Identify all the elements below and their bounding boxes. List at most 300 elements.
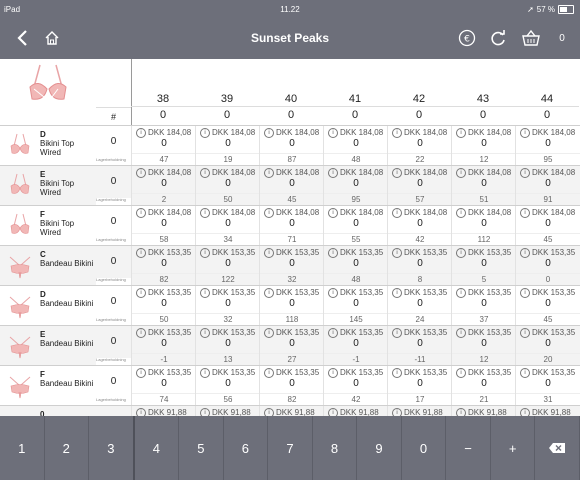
quantity-value[interactable]: 0 [289, 338, 295, 349]
order-cell[interactable] [451, 326, 516, 366]
order-cell[interactable] [515, 206, 580, 246]
battery-icon [558, 5, 574, 14]
price [388, 368, 452, 378]
quantity-value[interactable]: 0 [417, 338, 423, 349]
info-icon[interactable]: i [200, 128, 210, 138]
order-cell[interactable] [323, 326, 388, 366]
cup-size: E [40, 330, 46, 339]
digit-key-9[interactable]: 9 [357, 416, 402, 480]
product-thumbnail [6, 211, 34, 241]
quantity-value[interactable]: 0 [353, 298, 359, 309]
info-icon[interactable]: i [264, 168, 274, 178]
size-label: 38 [156, 93, 170, 105]
order-cell[interactable] [451, 246, 516, 286]
order-cell[interactable] [259, 166, 324, 206]
digit-key-8[interactable]: 8 [313, 416, 358, 480]
quantity-value[interactable]: 0 [225, 218, 231, 229]
price-value: DKK 184,08 [276, 168, 320, 178]
cup-size: E [40, 170, 46, 179]
info-icon[interactable]: i [520, 328, 530, 338]
quantity-value[interactable]: 0 [481, 218, 487, 229]
info-icon[interactable]: i [264, 288, 274, 298]
info-icon[interactable]: i [520, 248, 530, 258]
info-icon[interactable]: i [136, 168, 146, 178]
price-value: DKK 184,08 [468, 128, 512, 138]
info-icon[interactable]: i [520, 408, 530, 416]
info-icon[interactable]: i [520, 168, 530, 178]
price-value: DKK 184,08 [532, 208, 576, 218]
order-cell[interactable] [131, 246, 196, 286]
info-icon[interactable]: i [328, 408, 338, 416]
info-icon[interactable]: i [328, 208, 338, 218]
info-icon[interactable]: i [392, 328, 402, 338]
product-info [40, 330, 93, 348]
home-icon [44, 30, 60, 46]
price [196, 208, 260, 218]
quantity-value[interactable]: 0 [225, 378, 231, 389]
stock-value: 58 [132, 233, 196, 244]
order-cell[interactable] [451, 286, 516, 326]
info-icon[interactable]: i [392, 248, 402, 258]
order-cell[interactable] [515, 286, 580, 326]
info-icon[interactable]: i [136, 328, 146, 338]
info-icon[interactable]: i [200, 208, 210, 218]
price [324, 328, 388, 338]
price-value: DKK 153,35 [532, 288, 576, 298]
price-value: DKK 184,08 [404, 128, 448, 138]
quantity-value[interactable]: 0 [289, 138, 295, 149]
info-icon[interactable]: i [264, 208, 274, 218]
digit-key-7[interactable]: 7 [268, 416, 313, 480]
table-row [0, 285, 580, 326]
order-cell[interactable] [323, 286, 388, 326]
quantity-value[interactable]: 0 [289, 378, 295, 389]
quantity-value[interactable]: 0 [161, 218, 167, 229]
stock-label: Lagerbeholdning [96, 317, 126, 322]
quantity-value[interactable]: 0 [161, 338, 167, 349]
product-cell[interactable] [0, 406, 96, 416]
price-value: DKK 153,35 [404, 288, 448, 298]
product-cell[interactable] [0, 246, 96, 286]
stock-value: 12 [452, 153, 516, 164]
row-quantity-total [96, 406, 131, 416]
digit-key-2[interactable]: 2 [45, 416, 90, 480]
digit-key-3[interactable]: 3 [89, 416, 135, 480]
order-cell[interactable] [387, 246, 452, 286]
stock-value: 45 [516, 313, 580, 324]
price [132, 288, 196, 298]
order-cell[interactable] [259, 326, 324, 366]
info-icon[interactable]: i [136, 208, 146, 218]
order-grid [0, 59, 580, 416]
order-cell[interactable] [323, 206, 388, 246]
quantity-value[interactable]: 0 [161, 378, 167, 389]
quantity-value[interactable]: 0 [545, 378, 551, 389]
price [324, 168, 388, 178]
row-quantity-total: 0 [96, 166, 131, 198]
product-thumbnail [6, 331, 34, 361]
size-label: 42 [412, 93, 426, 105]
product-thumbnail [6, 291, 34, 321]
price-value: DKK 153,35 [340, 368, 384, 378]
order-cell[interactable] [387, 366, 452, 406]
quantity-value[interactable]: 0 [225, 178, 231, 189]
table-row [0, 125, 580, 166]
quantity-value[interactable]: 0 [161, 178, 167, 189]
quantity-value[interactable]: 0 [481, 378, 487, 389]
price-value: DKK 184,08 [340, 128, 384, 138]
info-icon[interactable]: i [328, 248, 338, 258]
product-thumbnail [6, 251, 34, 281]
quantity-value[interactable]: 0 [417, 298, 423, 309]
price [324, 208, 388, 218]
info-icon[interactable]: i [264, 328, 274, 338]
quantity-value[interactable]: 0 [481, 298, 487, 309]
quantity-value[interactable]: 0 [417, 178, 423, 189]
digit-key-4[interactable]: 4 [135, 416, 180, 480]
size-total: 0 [451, 106, 515, 123]
price [196, 408, 260, 416]
info-icon[interactable]: i [456, 128, 466, 138]
order-cell[interactable] [323, 366, 388, 406]
info-icon[interactable]: i [456, 368, 466, 378]
price-value: DKK 153,35 [404, 248, 448, 258]
stock-value: 57 [388, 193, 452, 204]
info-icon[interactable]: i [392, 408, 402, 416]
price-value: DKK 153,35 [532, 248, 576, 258]
price [196, 168, 260, 178]
order-cell[interactable] [387, 286, 452, 326]
quantity-value[interactable]: 0 [417, 138, 423, 149]
stock-value: 51 [452, 193, 516, 204]
info-icon[interactable]: i [392, 168, 402, 178]
info-icon[interactable]: i [264, 248, 274, 258]
order-cell[interactable] [387, 406, 452, 416]
quantity-value[interactable]: 0 [225, 298, 231, 309]
price-value: DKK 153,35 [532, 328, 576, 338]
order-cell[interactable] [451, 206, 516, 246]
info-icon[interactable]: i [200, 248, 210, 258]
size-total: 0 [195, 106, 259, 123]
info-icon[interactable]: i [456, 168, 466, 178]
quantity-value[interactable]: 0 [289, 218, 295, 229]
price-value: DKK 153,35 [276, 328, 320, 338]
price-value: DKK 153,35 [468, 248, 512, 258]
info-icon[interactable]: i [456, 288, 466, 298]
order-cell[interactable] [387, 166, 452, 206]
price-value: DKK 153,35 [148, 328, 192, 338]
refresh-button[interactable] [486, 26, 510, 50]
quantity-value[interactable]: 0 [417, 218, 423, 229]
backspace-key[interactable] [535, 416, 580, 480]
price [452, 328, 516, 338]
stock-value: 12 [452, 353, 516, 364]
info-icon[interactable]: i [520, 128, 530, 138]
order-cell[interactable] [195, 286, 260, 326]
info-icon[interactable]: i [456, 208, 466, 218]
stock-value: 20 [516, 353, 580, 364]
quantity-value[interactable]: 0 [353, 178, 359, 189]
price [260, 368, 324, 378]
order-cell[interactable] [195, 206, 260, 246]
order-cell[interactable] [259, 286, 324, 326]
quantity-column-header: # [96, 107, 131, 126]
info-icon[interactable]: i [520, 368, 530, 378]
price [516, 208, 580, 218]
info-icon[interactable]: i [200, 168, 210, 178]
info-icon[interactable]: i [520, 288, 530, 298]
price [452, 288, 516, 298]
price-value: DKK 184,08 [148, 128, 192, 138]
price-value: DKK 153,35 [404, 328, 448, 338]
order-cell[interactable] [195, 366, 260, 406]
info-icon[interactable]: i [456, 248, 466, 258]
product-info [40, 370, 93, 388]
info-icon[interactable]: i [264, 128, 274, 138]
price-value: DKK 91,88 [404, 408, 443, 416]
info-icon[interactable]: i [456, 328, 466, 338]
currency-button[interactable] [455, 26, 479, 50]
table-row [0, 205, 580, 246]
order-cell[interactable] [259, 126, 324, 166]
price-value: DKK 184,08 [468, 168, 512, 178]
order-cell[interactable] [387, 326, 452, 366]
product-name: Bikini Top Wired [40, 179, 75, 197]
status-bar [0, 0, 580, 18]
order-cell[interactable] [259, 366, 324, 406]
price [388, 168, 452, 178]
quantity-value[interactable]: 0 [545, 298, 551, 309]
price-value: DKK 153,35 [532, 368, 576, 378]
info-icon[interactable]: i [136, 408, 146, 416]
stock-value: 87 [260, 153, 324, 164]
quantity-value[interactable]: 0 [161, 258, 167, 269]
stock-value: 91 [516, 193, 580, 204]
price [196, 368, 260, 378]
info-icon[interactable]: i [328, 168, 338, 178]
size-column-header [387, 59, 451, 125]
quantity-value[interactable]: 0 [481, 138, 487, 149]
quantity-value[interactable]: 0 [353, 378, 359, 389]
order-cell[interactable] [195, 406, 260, 416]
quantity-value[interactable]: 0 [289, 258, 295, 269]
quantity-value[interactable]: 0 [225, 258, 231, 269]
stock-value: 19 [196, 153, 260, 164]
minus-key[interactable]: − [446, 416, 491, 480]
order-cell[interactable] [323, 246, 388, 286]
price-value: DKK 184,08 [212, 128, 256, 138]
order-cell[interactable] [259, 406, 324, 416]
order-cell[interactable] [323, 406, 388, 416]
cup-size: F [40, 370, 45, 379]
order-cell[interactable] [195, 326, 260, 366]
row-quantity-total: 0 [110, 216, 117, 227]
svg-text:€: € [464, 34, 470, 45]
product-cell[interactable] [0, 166, 96, 206]
info-icon[interactable]: i [520, 208, 530, 218]
quantity-value[interactable]: 0 [353, 258, 359, 269]
price [196, 328, 260, 338]
price [516, 368, 580, 378]
order-cell[interactable] [451, 126, 516, 166]
size-column-header [451, 59, 515, 125]
price [132, 368, 196, 378]
stock-label: Lagerbeholdning [96, 357, 126, 362]
price-value: DKK 153,35 [276, 368, 320, 378]
order-cell[interactable] [323, 166, 388, 206]
stock-value: 47 [132, 153, 196, 164]
price-value: DKK 153,35 [468, 328, 512, 338]
order-cell[interactable] [515, 326, 580, 366]
cup-size: D [40, 290, 46, 299]
digit-key-1[interactable]: 1 [0, 416, 45, 480]
info-icon[interactable]: i [328, 368, 338, 378]
product-cell[interactable] [0, 286, 96, 326]
info-icon[interactable]: i [136, 128, 146, 138]
order-cell[interactable] [131, 366, 196, 406]
order-cell[interactable] [195, 246, 260, 286]
product-cell[interactable] [0, 366, 96, 406]
stock-value: 5 [452, 273, 516, 284]
order-cell[interactable] [195, 166, 260, 206]
price-value: DKK 153,35 [276, 288, 320, 298]
quantity-value[interactable]: 0 [353, 138, 359, 149]
quantity-value[interactable]: 0 [353, 218, 359, 229]
order-cell[interactable] [515, 246, 580, 286]
order-cell[interactable] [131, 406, 196, 416]
info-icon[interactable]: i [328, 288, 338, 298]
status-right [527, 5, 574, 14]
quantity-value[interactable]: 0 [481, 258, 487, 269]
order-cell[interactable] [131, 286, 196, 326]
price [516, 288, 580, 298]
order-cell[interactable] [515, 126, 580, 166]
price [452, 408, 516, 416]
digit-key-5[interactable]: 5 [179, 416, 224, 480]
stock-value: 32 [260, 273, 324, 284]
price [132, 408, 196, 416]
order-cell[interactable] [131, 126, 196, 166]
euro-icon [458, 29, 476, 47]
back-button[interactable] [12, 26, 32, 50]
quantity-value[interactable]: 0 [545, 138, 551, 149]
basket-button[interactable] [518, 26, 544, 50]
price-value: DKK 184,08 [148, 168, 192, 178]
home-button[interactable] [40, 26, 64, 50]
size-total: 0 [131, 106, 195, 123]
product-name: Bandeau Bikini [40, 259, 94, 268]
order-cell[interactable] [131, 326, 196, 366]
product-cell[interactable] [0, 326, 96, 366]
order-cell[interactable] [387, 206, 452, 246]
size-column-header [131, 59, 195, 125]
price [132, 248, 196, 258]
price-value: DKK 153,35 [340, 328, 384, 338]
quantity-value[interactable]: 0 [161, 298, 167, 309]
order-cell[interactable] [515, 406, 580, 416]
product-cell[interactable] [0, 206, 96, 246]
info-icon[interactable]: i [328, 128, 338, 138]
order-cell[interactable] [387, 126, 452, 166]
order-cell[interactable] [451, 406, 516, 416]
product-info [40, 170, 96, 197]
quantity-value[interactable]: 0 [481, 338, 487, 349]
price [452, 368, 516, 378]
plus-key[interactable]: + [491, 416, 536, 480]
quantity-value[interactable]: 0 [225, 138, 231, 149]
order-cell[interactable] [515, 166, 580, 206]
numeric-keypad [0, 416, 580, 480]
info-icon[interactable]: i [200, 328, 210, 338]
info-icon[interactable]: i [200, 288, 210, 298]
info-icon[interactable]: i [392, 368, 402, 378]
quantity-value[interactable]: 0 [353, 338, 359, 349]
digit-key-6[interactable]: 6 [224, 416, 269, 480]
info-icon[interactable]: i [392, 208, 402, 218]
quantity-value[interactable]: 0 [417, 378, 423, 389]
price-value: DKK 153,35 [340, 288, 384, 298]
quantity-value[interactable]: 0 [545, 218, 551, 229]
price-value: DKK 184,08 [468, 208, 512, 218]
quantity-value[interactable]: 0 [289, 298, 295, 309]
price-value: DKK 153,35 [212, 328, 256, 338]
info-icon[interactable]: i [264, 368, 274, 378]
info-icon[interactable]: i [136, 288, 146, 298]
order-cell[interactable] [259, 206, 324, 246]
stock-value: 2 [132, 193, 196, 204]
order-cell[interactable] [131, 206, 196, 246]
stock-value: 55 [324, 233, 388, 244]
price-value: DKK 153,35 [340, 248, 384, 258]
quantity-value[interactable]: 0 [545, 258, 551, 269]
order-cell[interactable] [451, 366, 516, 406]
info-icon[interactable]: i [136, 248, 146, 258]
info-icon[interactable]: i [392, 288, 402, 298]
quantity-value[interactable]: 0 [225, 338, 231, 349]
info-icon[interactable]: i [200, 368, 210, 378]
price [196, 128, 260, 138]
quantity-value[interactable]: 0 [161, 138, 167, 149]
info-icon[interactable]: i [264, 408, 274, 416]
price [452, 208, 516, 218]
digit-key-0[interactable]: 0 [402, 416, 447, 480]
info-icon[interactable]: i [456, 408, 466, 416]
order-cell[interactable] [259, 246, 324, 286]
info-icon[interactable]: i [136, 368, 146, 378]
table-row [0, 405, 580, 416]
order-cell[interactable] [451, 166, 516, 206]
price-value: DKK 153,35 [404, 368, 448, 378]
order-cell[interactable] [131, 166, 196, 206]
order-cell[interactable] [195, 126, 260, 166]
info-icon[interactable]: i [392, 128, 402, 138]
info-icon[interactable]: i [200, 408, 210, 416]
stock-label: Lagerbeholdning [96, 397, 126, 402]
stock-value: 32 [196, 313, 260, 324]
product-cell[interactable] [0, 126, 96, 166]
quantity-value[interactable]: 0 [545, 178, 551, 189]
order-cell[interactable] [515, 366, 580, 406]
quantity-value[interactable]: 0 [481, 178, 487, 189]
info-icon[interactable]: i [328, 328, 338, 338]
size-label: 43 [476, 93, 490, 105]
quantity-value[interactable]: 0 [289, 178, 295, 189]
quantity-value[interactable]: 0 [545, 338, 551, 349]
cup-size: F [40, 210, 45, 219]
order-cell[interactable] [323, 126, 388, 166]
quantity-value[interactable]: 0 [417, 258, 423, 269]
stock-value: 48 [324, 153, 388, 164]
